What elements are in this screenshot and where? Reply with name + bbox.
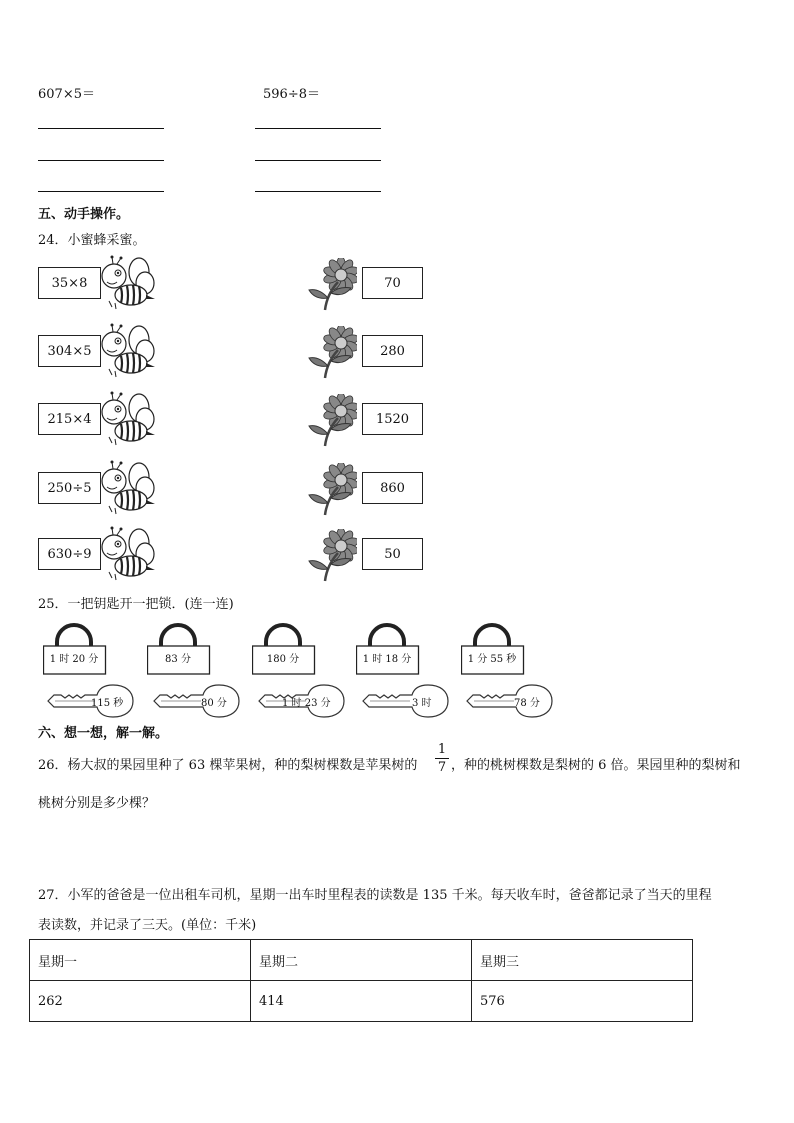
flower-icon xyxy=(305,258,357,316)
table-cell: 576 xyxy=(472,981,693,1022)
question-26-part1: 26．杨大叔的果园里种了 63 棵苹果树，种的梨树棵数是苹果树的 xyxy=(38,758,418,773)
flower-value-box: 1520 xyxy=(362,403,423,435)
table-header-cell: 星期二 xyxy=(251,940,472,981)
question-27-line2: 表读数，并记录了三天。(单位：千米) xyxy=(38,918,257,933)
answer-line xyxy=(255,160,381,161)
question-27-line1: 27．小军的爸爸是一位出租车司机，星期一出车时里程表的读数是 135 千米。每天收车时，爸爸都记录了当天的里程 xyxy=(38,888,712,903)
bee-expression-box: 35×8 xyxy=(38,267,101,299)
table-header-cell: 星期一 xyxy=(30,940,251,981)
lock-label: 83 分 xyxy=(165,654,191,665)
key xyxy=(45,684,135,718)
bee-icon xyxy=(99,526,157,586)
bee-icon xyxy=(99,323,157,383)
key-label: 80 分 xyxy=(201,698,227,709)
key-label: 3 时 xyxy=(412,698,432,709)
table-cell: 262 xyxy=(30,981,251,1022)
lock xyxy=(356,620,426,678)
lock xyxy=(43,620,113,678)
key xyxy=(360,684,450,718)
flower-value-box: 280 xyxy=(362,335,423,367)
answer-line xyxy=(255,191,381,192)
bee-expression-box: 304×5 xyxy=(38,335,101,367)
flower-icon xyxy=(305,394,357,452)
lock-label: 1 时 18 分 xyxy=(362,654,412,665)
fraction-denominator: 7 xyxy=(437,760,447,775)
lock-label: 180 分 xyxy=(266,654,300,665)
question-26-line2: 桃树分别是多少棵？ xyxy=(38,796,156,811)
key-label: 78 分 xyxy=(514,698,540,709)
bee-expression-box: 630÷9 xyxy=(38,538,101,570)
bee-icon xyxy=(99,391,157,451)
fraction-one-seventh xyxy=(435,741,449,776)
lock xyxy=(461,620,531,678)
question-26-part2: ，种的桃树棵数是梨树的 6 倍。果园里种的梨树和 xyxy=(451,758,741,773)
key-icon xyxy=(151,684,241,718)
lock-label: 1 分 55 秒 xyxy=(467,654,517,665)
bee-expression-box: 215×4 xyxy=(38,403,101,435)
flower-icon xyxy=(305,463,357,521)
flower-icon xyxy=(305,529,357,587)
flower-value-box: 860 xyxy=(362,472,423,504)
section-5-title: 五、动手操作。 xyxy=(38,207,130,222)
answer-line xyxy=(38,128,164,129)
key xyxy=(256,684,346,718)
table-header-cell: 星期三 xyxy=(472,940,693,981)
table-cell: 414 xyxy=(251,981,472,1022)
flower-value-box: 70 xyxy=(362,267,423,299)
mileage-table xyxy=(29,939,693,1022)
key-icon xyxy=(360,684,450,718)
calc-right-expression: 596÷8＝ xyxy=(263,87,320,102)
key xyxy=(464,684,554,718)
bee-icon xyxy=(99,255,157,315)
question-24: 24．小蜜蜂采蜜。 xyxy=(38,233,146,248)
table-header-row xyxy=(30,940,693,981)
table-row xyxy=(30,981,693,1022)
answer-line xyxy=(38,160,164,161)
answer-line xyxy=(255,128,381,129)
lock xyxy=(252,620,322,678)
bee-icon xyxy=(99,460,157,520)
key-label: 1 时 23 分 xyxy=(282,698,331,709)
question-25: 25．一把钥匙开一把锁．(连一连) xyxy=(38,597,234,612)
key-icon xyxy=(464,684,554,718)
lock xyxy=(147,620,217,678)
flower-icon xyxy=(305,326,357,384)
key-label: 115 秒 xyxy=(91,698,124,709)
fraction-numerator: 1 xyxy=(435,741,449,759)
key xyxy=(151,684,241,718)
flower-value-box: 50 xyxy=(362,538,423,570)
answer-line xyxy=(38,191,164,192)
calc-left-expression: 607×5＝ xyxy=(38,87,95,102)
lock-label: 1 时 20 分 xyxy=(49,654,99,665)
section-6-title: 六、想一想，解一解。 xyxy=(38,726,169,741)
bee-expression-box: 250÷5 xyxy=(38,472,101,504)
